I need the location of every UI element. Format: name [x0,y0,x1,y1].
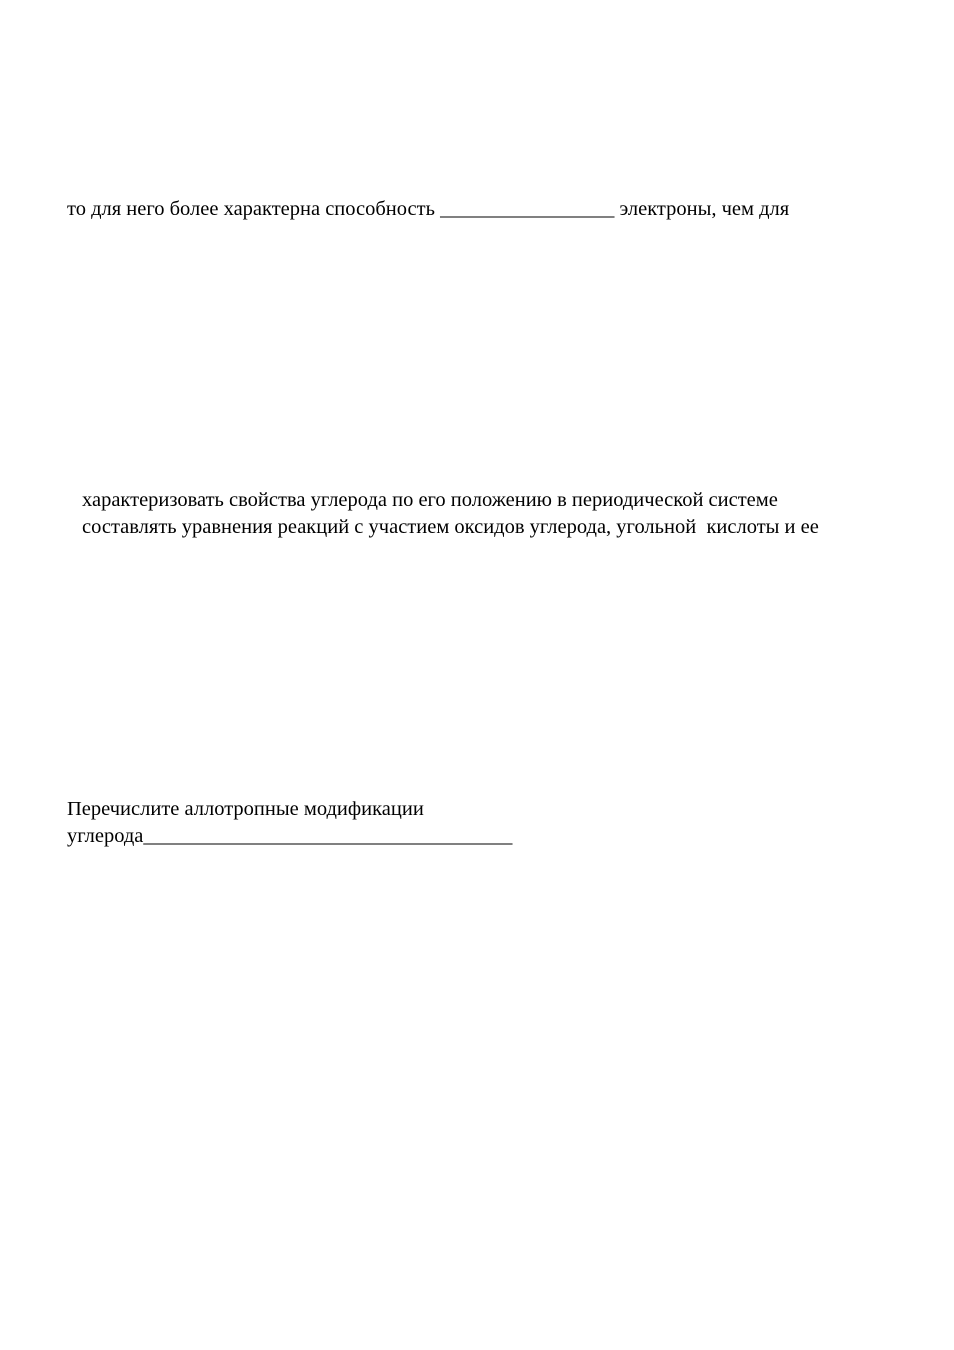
text-line-carbon-answer-blank: углерода____________________________________ [67,825,513,847]
text-line-electron-ability: то для него более характерна способность _________________ электроны, чем для [67,198,790,220]
text-line-compose-equations: составлять уравнения реакций с участием оксидов углерода, угольной кислоты и ее [82,516,819,538]
text-line-characterize-carbon: характеризовать свойства углерода по его положению в периодической системе [82,489,778,511]
text-line-list-allotropes: Перечислите аллотропные модификации [67,798,424,820]
